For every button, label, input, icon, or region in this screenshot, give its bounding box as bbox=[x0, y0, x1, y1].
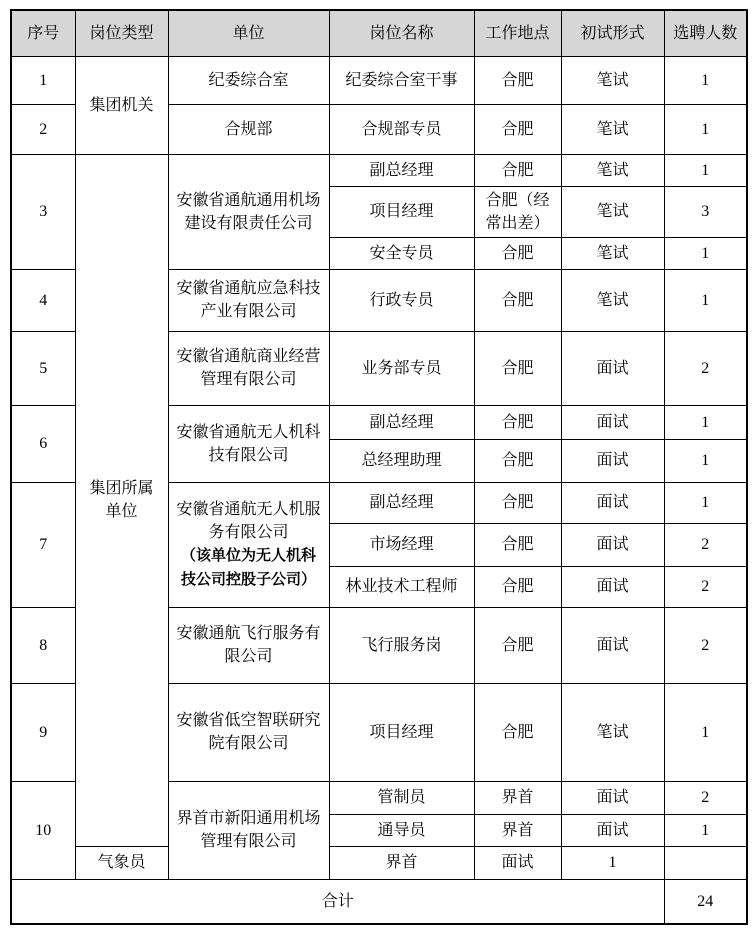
count-cell: 1 bbox=[664, 683, 747, 781]
unit-cell: 安徽省通航无人机科技有限公司 bbox=[168, 405, 329, 482]
header-seq: 序号 bbox=[11, 10, 75, 56]
location-cell: 合肥 bbox=[474, 154, 561, 186]
location-cell: 合肥 bbox=[474, 439, 561, 482]
unit-cell: 安徽省通航通用机场建设有限责任公司 bbox=[168, 154, 329, 269]
table-row bbox=[11, 154, 747, 186]
header-category: 岗位类型 bbox=[75, 10, 168, 56]
unit-note: （该单位为无人机科技公司控股子公司） bbox=[180, 547, 316, 588]
count-cell: 2 bbox=[664, 781, 747, 814]
post-cell: 气象员 bbox=[75, 846, 168, 879]
recruitment-table bbox=[10, 9, 748, 925]
header-exam: 初试形式 bbox=[561, 10, 664, 56]
seq-cell: 9 bbox=[11, 683, 75, 781]
post-cell: 总经理助理 bbox=[329, 439, 474, 482]
count-cell: 1 bbox=[664, 56, 747, 104]
location-cell: 合肥（经常出差） bbox=[474, 186, 561, 237]
location-cell: 合肥 bbox=[474, 566, 561, 607]
count-cell: 2 bbox=[664, 607, 747, 683]
unit-name: 安徽省通航无人机服务有限公司 bbox=[176, 500, 321, 541]
exam-cell: 面试 bbox=[561, 482, 664, 523]
total-count-cell: 24 bbox=[664, 879, 747, 924]
seq-cell: 2 bbox=[11, 104, 75, 154]
count-cell: 1 bbox=[664, 154, 747, 186]
exam-cell: 面试 bbox=[561, 439, 664, 482]
unit-cell: 纪委综合室 bbox=[168, 56, 329, 104]
seq-cell: 6 bbox=[11, 405, 75, 482]
table-row bbox=[11, 56, 747, 104]
location-cell: 合肥 bbox=[474, 523, 561, 566]
count-cell: 3 bbox=[664, 186, 747, 237]
location-cell: 界首 bbox=[474, 814, 561, 846]
exam-cell: 笔试 bbox=[561, 154, 664, 186]
post-cell: 安全专员 bbox=[329, 237, 474, 269]
location-cell: 合肥 bbox=[474, 237, 561, 269]
unit-cell: 安徽省通航应急科技产业有限公司 bbox=[168, 269, 329, 331]
unit-cell: 安徽省通航商业经营管理有限公司 bbox=[168, 331, 329, 405]
post-cell: 行政专员 bbox=[329, 269, 474, 331]
seq-cell: 4 bbox=[11, 269, 75, 331]
location-cell: 合肥 bbox=[474, 683, 561, 781]
seq-cell: 8 bbox=[11, 607, 75, 683]
total-label-cell: 合计 bbox=[11, 879, 664, 924]
header-row bbox=[11, 10, 747, 56]
category-cell-hq: 集团机关 bbox=[75, 56, 168, 154]
count-cell: 1 bbox=[664, 104, 747, 154]
post-cell: 副总经理 bbox=[329, 154, 474, 186]
exam-cell: 笔试 bbox=[561, 269, 664, 331]
count-cell: 1 bbox=[664, 439, 747, 482]
count-cell: 1 bbox=[664, 237, 747, 269]
exam-cell: 笔试 bbox=[561, 104, 664, 154]
header-post: 岗位名称 bbox=[329, 10, 474, 56]
seq-cell: 5 bbox=[11, 331, 75, 405]
location-cell: 合肥 bbox=[474, 607, 561, 683]
count-cell: 2 bbox=[664, 523, 747, 566]
unit-cell: 界首市新阳通用机场管理有限公司 bbox=[168, 781, 329, 879]
exam-cell: 面试 bbox=[474, 846, 561, 879]
header-location: 工作地点 bbox=[474, 10, 561, 56]
unit-cell: 合规部 bbox=[168, 104, 329, 154]
category-cell-subsidiaries: 集团所属单位 bbox=[75, 154, 168, 846]
exam-cell: 笔试 bbox=[561, 186, 664, 237]
seq-cell: 1 bbox=[11, 56, 75, 104]
post-cell: 飞行服务岗 bbox=[329, 607, 474, 683]
count-cell: 1 bbox=[664, 269, 747, 331]
location-cell: 合肥 bbox=[474, 269, 561, 331]
count-cell: 1 bbox=[664, 482, 747, 523]
location-cell: 界首 bbox=[329, 846, 474, 879]
post-cell: 业务部专员 bbox=[329, 331, 474, 405]
post-cell: 林业技术工程师 bbox=[329, 566, 474, 607]
post-cell: 纪委综合室干事 bbox=[329, 56, 474, 104]
location-cell: 合肥 bbox=[474, 104, 561, 154]
exam-cell: 面试 bbox=[561, 523, 664, 566]
header-count: 选聘人数 bbox=[664, 10, 747, 56]
count-cell: 1 bbox=[664, 405, 747, 439]
unit-cell bbox=[168, 482, 329, 607]
seq-cell: 3 bbox=[11, 154, 75, 269]
post-cell: 管制员 bbox=[329, 781, 474, 814]
location-cell: 界首 bbox=[474, 781, 561, 814]
exam-cell: 面试 bbox=[561, 781, 664, 814]
unit-cell: 安徽通航飞行服务有限公司 bbox=[168, 607, 329, 683]
header-unit: 单位 bbox=[168, 10, 329, 56]
location-cell: 合肥 bbox=[474, 56, 561, 104]
post-cell: 项目经理 bbox=[329, 683, 474, 781]
exam-cell: 面试 bbox=[561, 566, 664, 607]
seq-cell: 7 bbox=[11, 482, 75, 607]
exam-cell: 面试 bbox=[561, 814, 664, 846]
post-cell: 合规部专员 bbox=[329, 104, 474, 154]
count-cell: 1 bbox=[664, 814, 747, 846]
exam-cell: 笔试 bbox=[561, 683, 664, 781]
total-row bbox=[11, 879, 747, 924]
post-cell: 通导员 bbox=[329, 814, 474, 846]
unit-cell: 安徽省低空智联研究院有限公司 bbox=[168, 683, 329, 781]
location-cell: 合肥 bbox=[474, 331, 561, 405]
exam-cell: 面试 bbox=[561, 331, 664, 405]
post-cell: 市场经理 bbox=[329, 523, 474, 566]
seq-cell: 10 bbox=[11, 781, 75, 879]
post-cell: 副总经理 bbox=[329, 405, 474, 439]
exam-cell: 笔试 bbox=[561, 237, 664, 269]
exam-cell: 面试 bbox=[561, 405, 664, 439]
exam-cell: 笔试 bbox=[561, 56, 664, 104]
count-cell: 1 bbox=[561, 846, 664, 879]
exam-cell: 面试 bbox=[561, 607, 664, 683]
count-cell: 2 bbox=[664, 566, 747, 607]
count-cell: 2 bbox=[664, 331, 747, 405]
table-row bbox=[11, 846, 747, 879]
post-cell: 副总经理 bbox=[329, 482, 474, 523]
post-cell: 项目经理 bbox=[329, 186, 474, 237]
location-cell: 合肥 bbox=[474, 482, 561, 523]
location-cell: 合肥 bbox=[474, 405, 561, 439]
